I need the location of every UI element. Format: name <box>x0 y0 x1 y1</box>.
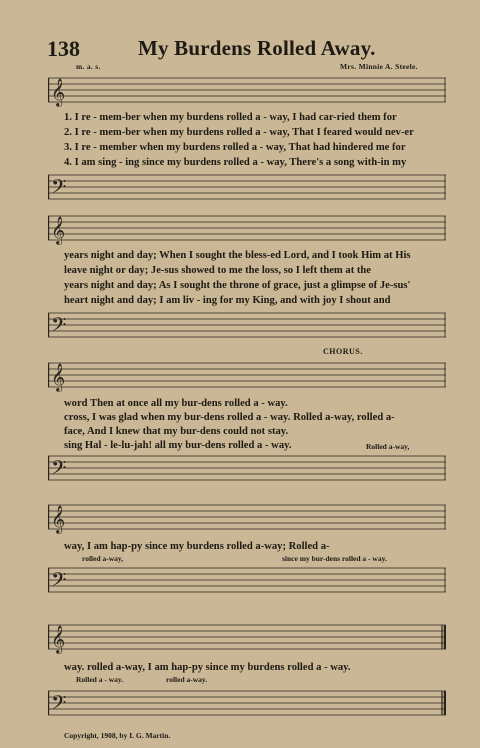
bass-cue-right: rolled a-way. <box>166 675 208 684</box>
bass-cue-right: since my bur-dens rolled a - way. <box>282 554 387 563</box>
svg-text:𝄢: 𝄢 <box>51 177 67 203</box>
verse-2-line-1: 2. I re - mem-ber when my burdens rolled a - way, That I feared would nev-er <box>64 127 414 138</box>
svg-text:𝄞: 𝄞 <box>51 80 66 106</box>
bass-staff <box>48 167 446 207</box>
treble-staff <box>48 208 446 248</box>
staff-lines <box>48 560 446 600</box>
svg-text:𝄢: 𝄢 <box>51 458 67 484</box>
svg-text:𝄢: 𝄢 <box>51 315 67 341</box>
staff-lines <box>48 167 446 207</box>
treble-staff <box>48 497 446 537</box>
staff-lines <box>48 355 446 395</box>
bass-staff <box>48 683 446 723</box>
verse-1-line-2: years night and day; When I sought the bless-ed Lord, and I took Him at His <box>64 250 411 261</box>
verse-2-line-2: leave night or day; Je-sus showed to me the loss, so I left them at the <box>64 265 372 276</box>
treble-staff <box>48 70 446 110</box>
treble-staff <box>48 617 446 657</box>
svg-text:𝄞: 𝄞 <box>51 507 66 533</box>
svg-text:𝄢: 𝄢 <box>51 570 67 596</box>
chorus-line-1: way, I am hap-py since my burdens rolled a-way; Rolled a- <box>64 541 330 552</box>
bass-staff <box>48 560 446 600</box>
author-credit: Mrs. Minnie A. Steele. <box>340 62 418 71</box>
svg-text:𝄞: 𝄞 <box>51 627 66 653</box>
staff-lines <box>48 448 446 488</box>
svg-text:𝄢: 𝄢 <box>51 693 67 719</box>
verse-4-line-3: sing Hal - le-lu-jah! all my bur-dens rolled a - way. <box>64 440 292 451</box>
staff-lines <box>48 305 446 345</box>
verse-4-line-1: 4. I am sing - ing since my burdens rolled a - way, There's a song with-in my <box>64 157 407 168</box>
verse-3-line-3: face, And I knew that my bur-dens could not stay. <box>64 426 289 437</box>
hymn-title: My Burdens Rolled Away. <box>138 36 376 60</box>
verse-1-line-1: 1. I re - mem-ber when my burdens rolled a - way, I had car-ried them for <box>64 112 397 123</box>
staff-lines <box>48 497 446 537</box>
bass-staff <box>48 448 446 488</box>
copyright-notice: Copyright, 1908, by I. G. Martin. <box>64 731 171 740</box>
bass-cue-left: rolled a-way, <box>82 554 124 563</box>
staff-lines <box>48 617 446 657</box>
staff-lines <box>48 70 446 110</box>
hymn-number: 138 <box>47 36 80 61</box>
treble-staff <box>48 355 446 395</box>
verse-4-line-2: heart night and day; I am liv - ing for my King, and with joy I shout and <box>64 295 391 306</box>
bass-cue-left: Rolled a - way. <box>76 675 124 684</box>
svg-text:𝄞: 𝄞 <box>51 218 66 244</box>
bass-staff <box>48 305 446 345</box>
chorus-label: CHORUS. <box>323 347 363 356</box>
verse-3-line-1: 3. I re - member when my burdens rolled a - way, That had hindered me for <box>64 142 406 153</box>
verse-3-line-2: years night and day; As I sought the throne of grace, just a glimpse of Je-sus' <box>64 280 411 291</box>
bass-cue: Rolled a-way, <box>366 442 410 451</box>
verse-1-line-3: word Then at once all my bur-dens rolled a - way. <box>64 398 288 409</box>
verse-2-line-3: cross, I was glad when my bur-dens rolled a - way. Rolled a-way, rolled a- <box>64 412 395 423</box>
staff-lines <box>48 683 446 723</box>
staff-lines <box>48 208 446 248</box>
chorus-line-2: way. rolled a-way, I am hap-py since my burdens rolled a - way. <box>64 662 351 673</box>
svg-text:𝄞: 𝄞 <box>51 365 66 391</box>
composer-credit: m. a. s. <box>76 62 101 71</box>
